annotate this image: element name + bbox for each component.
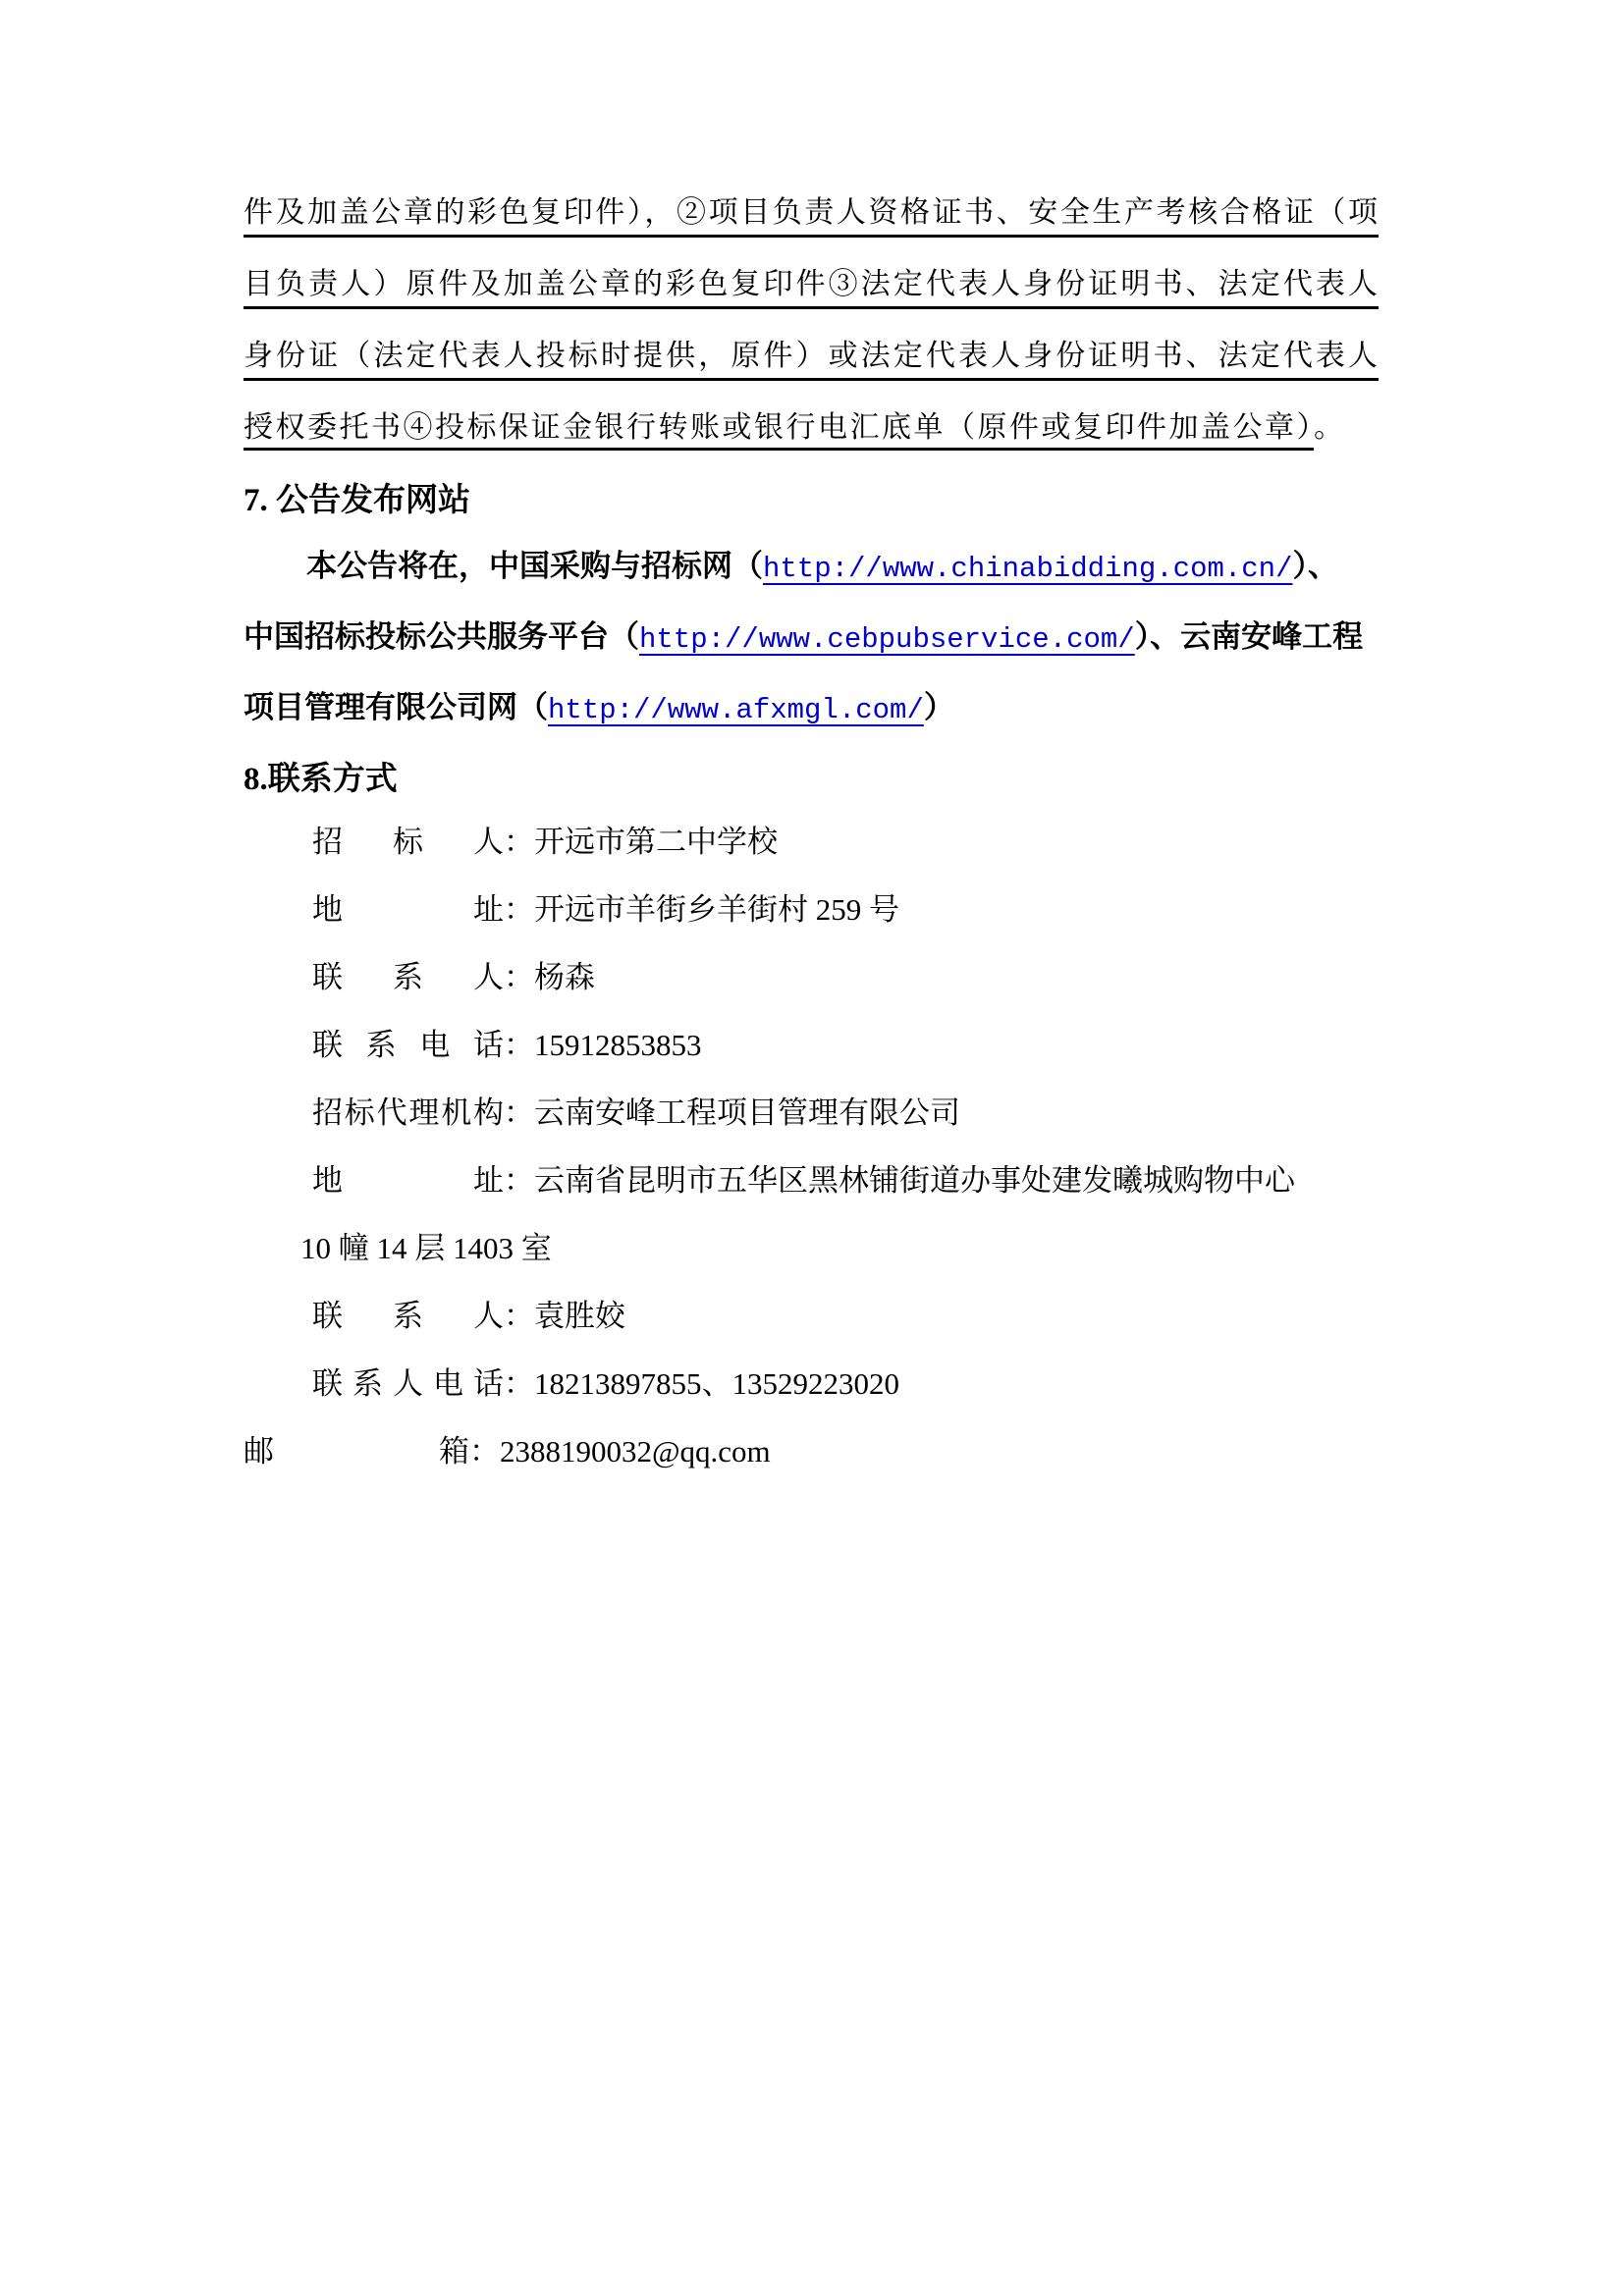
contact-label: 联系电话 [312, 1028, 504, 1062]
paragraph-line-text: 目负责人）原件及加盖公章的彩色复印件③法定代表人身份证明书、法定代表人 [244, 268, 1379, 300]
paragraph-line-text: 身份证（法定代表人投标时提供，原件）或法定代表人身份证明书、法定代表人 [244, 340, 1379, 372]
document-content [244, 192, 1379, 1500]
contact-colon: ： [504, 1095, 534, 1130]
website-line-text: 本公告将在，中国采购与招标网（ [306, 549, 763, 583]
website-line [244, 616, 1379, 661]
contact-row [244, 1094, 1379, 1133]
hyperlink[interactable]: http://www.cebpubservice.com/ [639, 623, 1135, 656]
contact-value: 杨森 [534, 960, 595, 994]
contact-label: 地址 [312, 1163, 504, 1198]
website-line-text: ）、云南安峰工程 [1134, 619, 1364, 654]
contact-value: 袁胜姣 [534, 1299, 625, 1333]
contact-colon: ： [504, 1366, 534, 1401]
paragraph-line [244, 336, 1379, 381]
paragraph-line-suffix: 。 [1314, 411, 1346, 444]
contact-value: 开远市第二中学校 [534, 825, 778, 859]
contact-row [244, 1161, 1379, 1201]
paragraph-line [244, 192, 1379, 238]
contact-label: 邮箱 [244, 1434, 469, 1468]
contact-value: 云南省昆明市五华区黑林铺街道办事处建发曦城购物中心 [534, 1163, 1295, 1198]
contact-colon: ： [504, 825, 534, 859]
contact-row [244, 958, 1379, 997]
contact-label: 地址 [312, 892, 504, 927]
paragraph-line [244, 264, 1379, 309]
website-line [244, 546, 1379, 590]
contact-row [244, 1432, 1379, 1471]
contact-row [244, 1364, 1379, 1404]
contact-label: 联系人 [312, 1299, 504, 1333]
contact-value: 18213897855、13529223020 [534, 1366, 899, 1401]
paragraph-line [244, 407, 1379, 453]
underlined-paragraph [244, 192, 1379, 453]
contact-colon: ： [504, 892, 534, 927]
contact-colon: ： [504, 1163, 534, 1198]
contact-colon: ： [504, 1028, 534, 1062]
paragraph-line-text: 授权委托书④投标保证金银行转账或银行电汇底单（原件或复印件加盖公章） [244, 411, 1314, 451]
website-line-text: 项目管理有限公司网（ [244, 690, 548, 724]
contact-value: 开远市羊街乡羊街村 259 号 [534, 892, 899, 927]
contact-row [244, 1297, 1379, 1336]
website-list [244, 546, 1379, 731]
contact-colon: ： [504, 1299, 534, 1333]
section7-heading: 7. 公告发布网站 [244, 483, 470, 518]
contact-list [244, 823, 1379, 1471]
contact-colon: ： [504, 960, 534, 994]
contact-label: 联系人 [312, 960, 504, 994]
contact-row [244, 1026, 1379, 1065]
contact-value: 云南安峰工程项目管理有限公司 [534, 1095, 960, 1130]
contact-label: 招标人 [312, 825, 504, 859]
hyperlink[interactable]: http://www.chinabidding.com.cn/ [763, 553, 1293, 585]
contact-colon: ： [469, 1434, 500, 1468]
hyperlink[interactable]: http://www.afxmgl.com/ [548, 694, 924, 726]
website-line-text: ） [923, 690, 954, 724]
contact-label: 招标代理机构 [312, 1095, 504, 1130]
section8-heading: 8.联系方式 [244, 762, 398, 797]
website-line-text: 中国招标投标公共服务平台（ [244, 619, 639, 654]
contact-value: 2388190032@qq.com [500, 1434, 771, 1468]
contact-row [244, 890, 1379, 930]
website-line [244, 687, 1379, 731]
contact-value: 15912853853 [534, 1028, 702, 1062]
contact-row [244, 823, 1379, 862]
contact-label: 联系人电话 [312, 1366, 504, 1401]
website-line-text: ）、 [1292, 549, 1338, 583]
paragraph-line-text: 件及加盖公章的彩色复印件），②项目负责人资格证书、安全生产考核合格证（项 [244, 196, 1379, 229]
contact-row [244, 1229, 1379, 1268]
contact-value: 10 幢 14 层 1403 室 [300, 1231, 552, 1265]
